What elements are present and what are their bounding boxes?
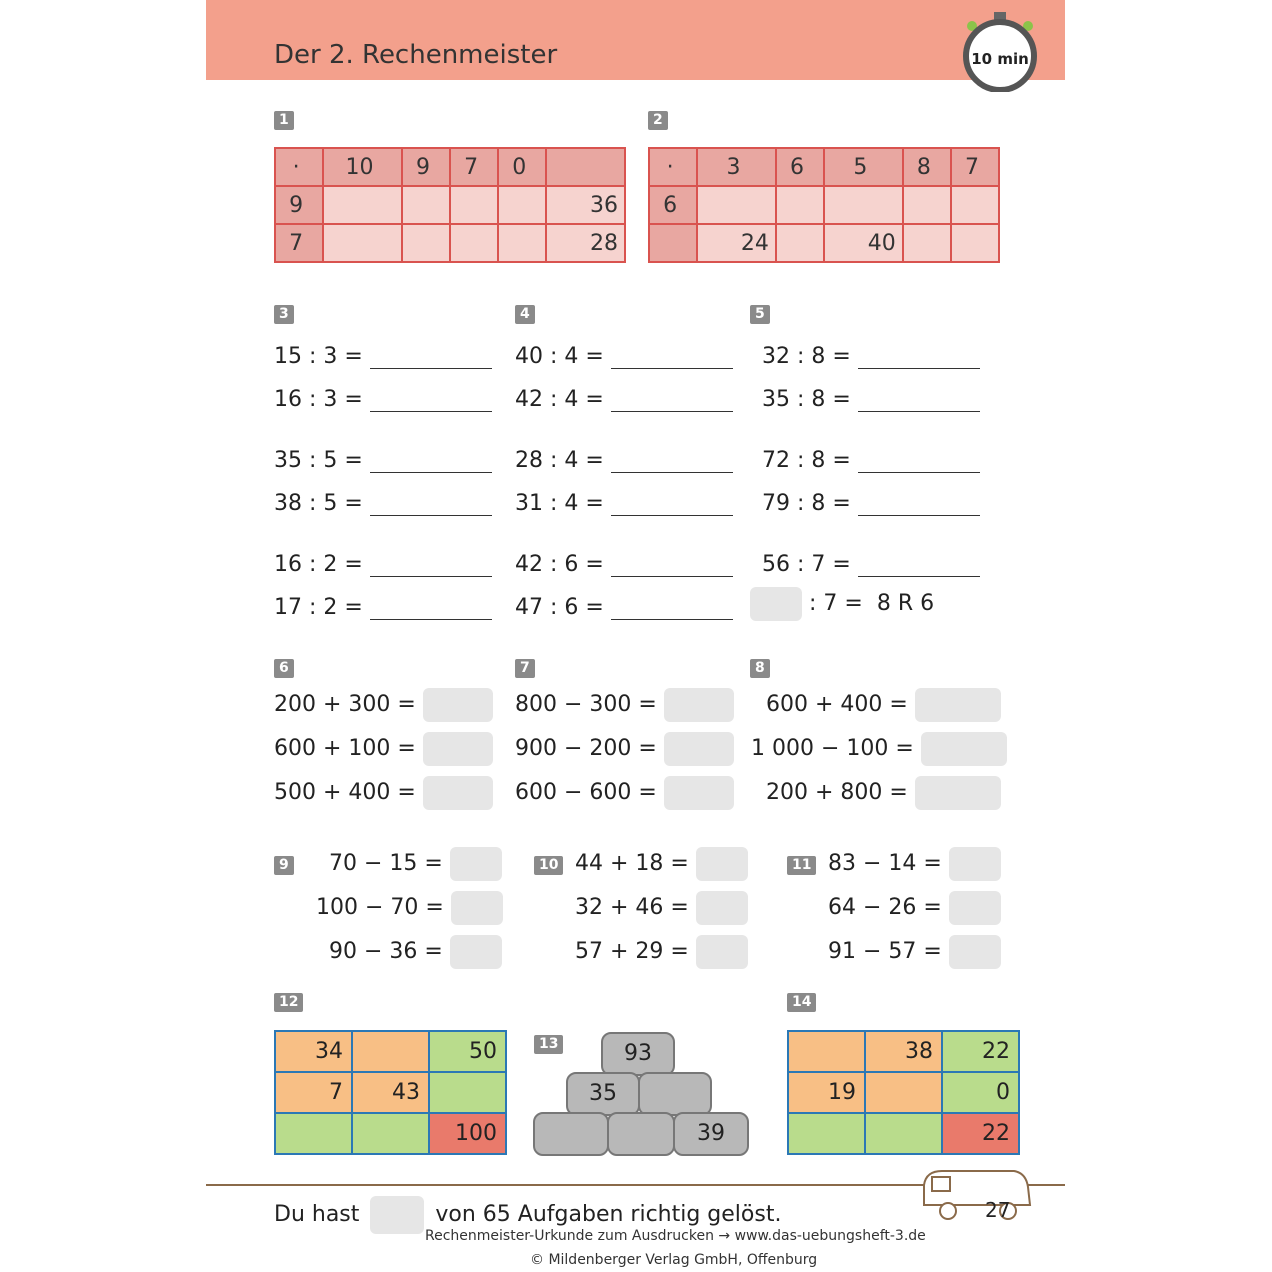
table-cell: 3 bbox=[697, 148, 776, 186]
answer-line[interactable] bbox=[370, 444, 492, 473]
equation: 600 + 100 = bbox=[274, 732, 493, 766]
answer-box[interactable] bbox=[423, 688, 493, 722]
square-cell: 38 bbox=[865, 1031, 942, 1072]
square-cell: 0 bbox=[942, 1072, 1019, 1113]
answer-cell[interactable] bbox=[429, 1072, 506, 1113]
answer-box[interactable] bbox=[664, 688, 734, 722]
equation: 800 − 300 = bbox=[515, 688, 734, 722]
pyramid-stone: 93 bbox=[601, 1032, 675, 1076]
answer-cell[interactable] bbox=[697, 186, 776, 224]
equation: 600 + 400 = bbox=[766, 688, 1001, 722]
van-icon bbox=[918, 1165, 1038, 1225]
equation: 1 000 − 100 = bbox=[751, 732, 1007, 766]
equation: 200 + 800 = bbox=[766, 776, 1001, 810]
equation: 28 : 4 = bbox=[515, 444, 733, 473]
copyright: © Mildenberger Verlag GmbH, Offenburg bbox=[530, 1252, 818, 1268]
answer-line[interactable] bbox=[611, 487, 733, 516]
answer-cell[interactable] bbox=[649, 224, 697, 262]
square-cell: 50 bbox=[429, 1031, 506, 1072]
answer-box[interactable] bbox=[664, 776, 734, 810]
equation: 42 : 6 = bbox=[515, 548, 733, 577]
answer-box[interactable] bbox=[664, 732, 734, 766]
task-number: 6 bbox=[274, 659, 294, 678]
table-cell bbox=[546, 148, 625, 186]
equation: 32 + 46 = bbox=[575, 891, 748, 925]
answer-box[interactable] bbox=[949, 891, 1001, 925]
answer-box[interactable] bbox=[750, 587, 802, 621]
answer-box[interactable] bbox=[915, 688, 1001, 722]
answer-box[interactable] bbox=[423, 776, 493, 810]
pyramid-stone: 35 bbox=[566, 1072, 640, 1116]
answer-line[interactable] bbox=[611, 444, 733, 473]
answer-line[interactable] bbox=[611, 340, 733, 369]
square-cell: 43 bbox=[352, 1072, 429, 1113]
pyramid-stone-empty[interactable] bbox=[607, 1112, 675, 1156]
answer-line[interactable] bbox=[858, 487, 980, 516]
answer-cell[interactable] bbox=[788, 1113, 865, 1154]
multiplication-table-2 bbox=[648, 147, 1000, 263]
number-square-14 bbox=[787, 1030, 1020, 1155]
answer-cell[interactable] bbox=[788, 1031, 865, 1072]
answer-cell[interactable] bbox=[402, 224, 450, 262]
answer-cell[interactable] bbox=[323, 224, 402, 262]
task-number: 9 bbox=[274, 856, 294, 875]
table-cell: 7 bbox=[450, 148, 498, 186]
answer-cell[interactable] bbox=[865, 1072, 942, 1113]
task-number: 7 bbox=[515, 659, 535, 678]
answer-cell[interactable] bbox=[352, 1031, 429, 1072]
answer-cell[interactable] bbox=[352, 1113, 429, 1154]
square-cell: 22 bbox=[942, 1113, 1019, 1154]
equation: 91 − 57 = bbox=[828, 935, 1001, 969]
answer-line[interactable] bbox=[858, 383, 980, 412]
timer-label: 10 min bbox=[971, 50, 1029, 68]
task-number: 12 bbox=[274, 993, 303, 1012]
answer-box[interactable] bbox=[450, 935, 502, 969]
answer-cell[interactable] bbox=[323, 186, 402, 224]
task-number: 10 bbox=[534, 856, 563, 875]
answer-cell[interactable] bbox=[776, 224, 824, 262]
table-cell: 6 bbox=[649, 186, 697, 224]
answer-box[interactable] bbox=[696, 891, 748, 925]
answer-box[interactable] bbox=[696, 935, 748, 969]
equation: 16 : 3 = bbox=[274, 383, 492, 412]
answer-line[interactable] bbox=[611, 591, 733, 620]
answer-cell[interactable] bbox=[275, 1113, 352, 1154]
table-cell: 9 bbox=[275, 186, 323, 224]
score-line: Du hast von 65 Aufgaben richtig gelöst. bbox=[274, 1196, 781, 1234]
task-number: 3 bbox=[274, 305, 294, 324]
pyramid-stone: 39 bbox=[673, 1112, 749, 1156]
answer-line[interactable] bbox=[370, 548, 492, 577]
answer-box[interactable] bbox=[423, 732, 493, 766]
answer-cell[interactable] bbox=[450, 186, 498, 224]
number-square-12 bbox=[274, 1030, 507, 1155]
square-cell: 100 bbox=[429, 1113, 506, 1154]
answer-cell[interactable] bbox=[865, 1113, 942, 1154]
table-cell: 6 bbox=[776, 148, 824, 186]
equation: 38 : 5 = bbox=[274, 487, 492, 516]
equation: : 7 = 8 R 6 bbox=[750, 587, 934, 621]
answer-cell[interactable] bbox=[951, 224, 999, 262]
equation: 600 − 600 = bbox=[515, 776, 734, 810]
table-cell: 10 bbox=[323, 148, 402, 186]
table-cell: 28 bbox=[546, 224, 625, 262]
equation: 900 − 200 = bbox=[515, 732, 734, 766]
equation: 17 : 2 = bbox=[274, 591, 492, 620]
equation: 32 : 8 = bbox=[762, 340, 980, 369]
table-cell: 0 bbox=[498, 148, 546, 186]
certificate-link[interactable]: Rechenmeister-Urkunde zum Ausdrucken → www.das-uebungsheft-3.de bbox=[425, 1228, 926, 1244]
table-cell: 24 bbox=[697, 224, 776, 262]
answer-cell[interactable] bbox=[498, 224, 546, 262]
answer-cell[interactable] bbox=[776, 186, 824, 224]
task-number: 11 bbox=[787, 856, 816, 875]
equation: 83 − 14 = bbox=[828, 847, 1001, 881]
equation: 100 − 70 = bbox=[316, 891, 503, 925]
equation: 57 + 29 = bbox=[575, 935, 748, 969]
table-cell: 7 bbox=[951, 148, 999, 186]
answer-box[interactable] bbox=[949, 847, 1001, 881]
answer-cell[interactable] bbox=[498, 186, 546, 224]
equation: 500 + 400 = bbox=[274, 776, 493, 810]
square-cell: 19 bbox=[788, 1072, 865, 1113]
answer-cell[interactable] bbox=[824, 186, 903, 224]
answer-box[interactable] bbox=[696, 847, 748, 881]
equation: 72 : 8 = bbox=[762, 444, 980, 473]
table-cell: 5 bbox=[824, 148, 903, 186]
answer-box[interactable] bbox=[450, 847, 502, 881]
equation: 90 − 36 = bbox=[329, 935, 502, 969]
answer-line[interactable] bbox=[611, 383, 733, 412]
pyramid-stone-empty[interactable] bbox=[533, 1112, 609, 1156]
task-number: 4 bbox=[515, 305, 535, 324]
equation: 47 : 6 = bbox=[515, 591, 733, 620]
table-cell: 9 bbox=[402, 148, 450, 186]
equation: 40 : 4 = bbox=[515, 340, 733, 369]
equation: 44 + 18 = bbox=[575, 847, 748, 881]
table-cell: 8 bbox=[903, 148, 951, 186]
answer-box[interactable] bbox=[921, 732, 1007, 766]
equation: 70 − 15 = bbox=[329, 847, 502, 881]
answer-line[interactable] bbox=[858, 548, 980, 577]
equation: 200 + 300 = bbox=[274, 688, 493, 722]
square-cell: 22 bbox=[942, 1031, 1019, 1072]
table-cell: 40 bbox=[824, 224, 903, 262]
answer-line[interactable] bbox=[370, 383, 492, 412]
score-box[interactable] bbox=[370, 1196, 424, 1234]
answer-line[interactable] bbox=[611, 548, 733, 577]
stopwatch-icon bbox=[960, 12, 1040, 92]
answer-line[interactable] bbox=[858, 340, 980, 369]
answer-box[interactable] bbox=[915, 776, 1001, 810]
square-cell: 34 bbox=[275, 1031, 352, 1072]
answer-line[interactable] bbox=[370, 340, 492, 369]
multiplication-table-1 bbox=[274, 147, 626, 263]
answer-cell[interactable] bbox=[951, 186, 999, 224]
equation: 56 : 7 = bbox=[762, 548, 980, 577]
answer-box[interactable] bbox=[949, 935, 1001, 969]
equation: 31 : 4 = bbox=[515, 487, 733, 516]
task-number: 1 bbox=[274, 111, 294, 130]
table-cell: · bbox=[649, 148, 697, 186]
page-title: Der 2. Rechenmeister bbox=[274, 40, 558, 70]
task-number: 13 bbox=[534, 1035, 563, 1054]
answer-cell[interactable] bbox=[903, 224, 951, 262]
answer-line[interactable] bbox=[370, 487, 492, 516]
equation: 79 : 8 = bbox=[762, 487, 980, 516]
answer-cell[interactable] bbox=[903, 186, 951, 224]
answer-line[interactable] bbox=[370, 591, 492, 620]
answer-box[interactable] bbox=[451, 891, 503, 925]
answer-line[interactable] bbox=[858, 444, 980, 473]
equation: 16 : 2 = bbox=[274, 548, 492, 577]
equation: 35 : 5 = bbox=[274, 444, 492, 473]
task-number: 2 bbox=[648, 111, 668, 130]
table-cell: 7 bbox=[275, 224, 323, 262]
answer-cell[interactable] bbox=[450, 224, 498, 262]
equation: 42 : 4 = bbox=[515, 383, 733, 412]
task-number: 5 bbox=[750, 305, 770, 324]
task-number: 8 bbox=[750, 659, 770, 678]
equation: 15 : 3 = bbox=[274, 340, 492, 369]
equation: 35 : 8 = bbox=[762, 383, 980, 412]
table-cell: 36 bbox=[546, 186, 625, 224]
page-number: 27 bbox=[985, 1198, 1011, 1222]
square-cell: 7 bbox=[275, 1072, 352, 1113]
task-number: 14 bbox=[787, 993, 816, 1012]
equation: 64 − 26 = bbox=[828, 891, 1001, 925]
pyramid-stone-empty[interactable] bbox=[638, 1072, 712, 1116]
table-cell: · bbox=[275, 148, 323, 186]
answer-cell[interactable] bbox=[402, 186, 450, 224]
